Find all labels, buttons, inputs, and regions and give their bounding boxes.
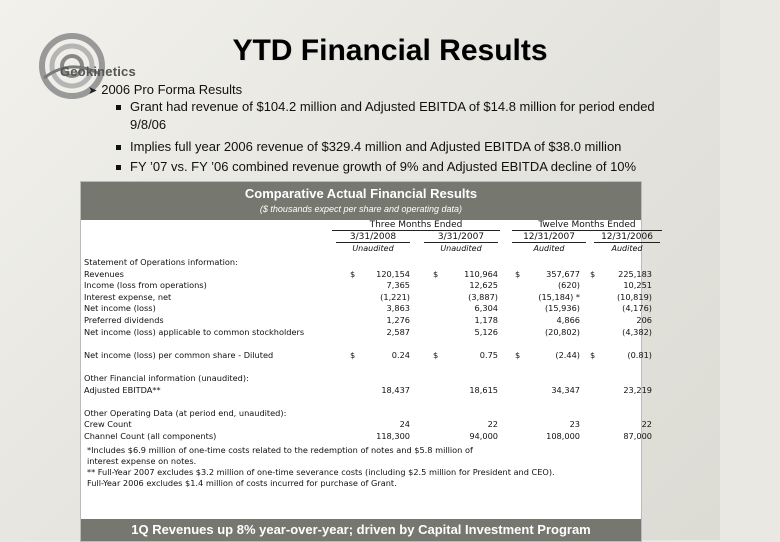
- cell-value: (20,802): [544, 326, 580, 337]
- sub-bullet-text: Grant had revenue of $104.2 million and Adjusted EBITDA of $14.8 million for period ended 9/8/06: [130, 99, 655, 132]
- cell-value: 94,000: [469, 430, 498, 441]
- date-headers: [84, 231, 653, 243]
- group-three-months: Three Months Ended: [332, 220, 500, 231]
- dollar-sign: $: [350, 268, 356, 279]
- cell-value: 22: [487, 419, 498, 430]
- table-row: [84, 430, 652, 443]
- cell-value: 120,154: [376, 268, 410, 279]
- row-label: Income (loss from operations): [84, 280, 207, 291]
- main-bullet: [88, 82, 242, 97]
- panel-title: Comparative Actual Financial Results: [244, 186, 478, 201]
- cell-value: 4,866: [556, 314, 580, 325]
- row-label: Preferred dividends: [84, 314, 164, 325]
- section-label: Other Operating Data (at period end, unaudited):: [84, 407, 287, 418]
- audit-status-row: [84, 243, 643, 257]
- cell-value: 3,863: [386, 303, 410, 314]
- sub-bullet-2: [130, 138, 690, 156]
- summary-banner: 1Q Revenues up 8% year-over-year; driven by Capital Investment Program: [81, 519, 641, 541]
- panel-header: [81, 182, 641, 220]
- cell-value: 108,000: [546, 430, 580, 441]
- cell-value: 22: [641, 419, 652, 430]
- period-group-headers: [84, 220, 636, 231]
- sub-bullet-text: FY ’07 vs. FY ’06 combined revenue growth of 9% and Adjusted EBITDA decline of 10%: [130, 159, 637, 174]
- dollar-sign: $: [590, 349, 596, 360]
- square-bullet-icon: [116, 145, 121, 150]
- cell-value: (10,819): [616, 291, 652, 302]
- column-header: 12/31/2007: [512, 232, 586, 243]
- main-bullet-text: 2006 Pro Forma Results: [101, 82, 243, 97]
- column-header: 3/31/2007: [424, 232, 498, 243]
- audit-status: Audited: [533, 244, 565, 253]
- section-heading: [84, 408, 633, 420]
- dollar-sign: $: [350, 349, 356, 360]
- cell-value: (4,382): [622, 326, 652, 337]
- cell-value: 6,304: [474, 303, 498, 314]
- column-header: 12/31/2006: [594, 232, 660, 243]
- cell-value: 1,178: [474, 314, 498, 325]
- cell-value: 23,219: [623, 384, 652, 395]
- operating-rows: [84, 419, 652, 442]
- footnotes: [84, 443, 633, 490]
- panel-subtitle: ($ thousands expect per share and operating data): [259, 204, 463, 214]
- cell-value: 5,126: [474, 326, 498, 337]
- cell-value: 1,276: [386, 314, 410, 325]
- sub-bullet-1: [130, 98, 690, 134]
- sub-bullet-text: Implies full year 2006 revenue of $329.4 million and Adjusted EBITDA of $38.0 million: [130, 139, 622, 154]
- cell-value: (4,176): [622, 303, 652, 314]
- slide-title: YTD Financial Results: [232, 34, 548, 67]
- section-label: Statement of Operations information:: [84, 257, 238, 267]
- row-label: Net income (loss) applicable to common stockholders: [84, 326, 305, 337]
- cell-value: (15,184) *: [538, 291, 580, 302]
- group-twelve-months: Twelve Months Ended: [512, 220, 662, 231]
- cell-value: 23: [569, 419, 580, 430]
- cell-value: 7,365: [386, 280, 410, 291]
- cell-value: (0.81): [627, 349, 652, 360]
- audit-status: Unaudited: [352, 244, 394, 253]
- square-bullet-icon: [116, 105, 121, 110]
- cell-value: (3,887): [468, 291, 498, 302]
- dollar-sign: $: [590, 268, 596, 279]
- audit-status: Unaudited: [440, 244, 482, 253]
- cell-value: 225,183: [618, 268, 652, 279]
- company-logo-text: Geokinetics: [60, 64, 136, 79]
- footnote-line: ** Full-Year 2007 excludes $3.2 million of one-time severance costs (including $2.5 million for President and CEO).: [87, 466, 555, 477]
- table-row: [84, 349, 652, 362]
- row-label: Crew Count: [84, 419, 132, 430]
- cell-value: 24: [399, 419, 410, 430]
- arrow-bullet-icon: ➤: [88, 85, 98, 97]
- cell-value: 18,615: [469, 384, 498, 395]
- row-label: Adjusted EBITDA**: [84, 384, 161, 395]
- audit-status: Audited: [611, 244, 643, 253]
- cell-value: 118,300: [376, 430, 410, 441]
- square-bullet-icon: [116, 165, 121, 170]
- table-row: [84, 303, 652, 315]
- row-label: Revenues: [84, 268, 124, 279]
- row-label: Channel Count (all components): [84, 430, 217, 441]
- cell-value: 87,000: [623, 430, 652, 441]
- table-row: [84, 384, 652, 397]
- cell-value: (2.44): [555, 349, 580, 360]
- row-label: Net income (loss) per common share - Diluted: [84, 349, 274, 360]
- cell-value: (1,221): [380, 291, 410, 302]
- table-row: [84, 326, 652, 339]
- table-row: [84, 314, 652, 327]
- dollar-sign: $: [515, 268, 521, 279]
- cell-value: 34,347: [551, 384, 580, 395]
- table-row: [84, 268, 652, 281]
- cell-value: 0.24: [391, 349, 410, 360]
- cell-value: 206: [636, 314, 652, 325]
- table-row: [84, 280, 652, 292]
- cell-value: 10,251: [623, 280, 652, 291]
- sub-bullet-3: [130, 158, 690, 176]
- column-header: 3/31/2008: [336, 232, 410, 243]
- row-label: Interest expense, net: [84, 291, 172, 302]
- dollar-sign: $: [433, 268, 439, 279]
- financial-table: [81, 220, 653, 489]
- cell-value: 2,587: [386, 326, 410, 337]
- table-row: [84, 291, 652, 304]
- cell-value: (15,936): [544, 303, 580, 314]
- section-heading: [84, 257, 633, 269]
- footnote-line: interest expense on notes.: [87, 455, 197, 466]
- financial-results-panel: [80, 181, 653, 542]
- table-row: [84, 419, 652, 431]
- footnote-line: *Includes $6.9 million of one-time costs related to the redemption of notes and $5.8 million of: [87, 444, 473, 455]
- cell-value: 18,437: [381, 384, 410, 395]
- row-label: Net income (loss): [84, 303, 156, 314]
- footnote-line: Full-Year 2006 excludes $1.4 million of costs incurred for purchase of Grant.: [87, 478, 397, 489]
- cell-value: 357,677: [546, 268, 580, 279]
- dollar-sign: $: [515, 349, 521, 360]
- cell-value: (620): [557, 280, 580, 291]
- cell-value: 12,625: [469, 280, 498, 291]
- cell-value: 110,964: [464, 268, 498, 279]
- section-heading: [84, 373, 633, 385]
- operations-rows: [84, 268, 652, 339]
- section-label: Other Financial information (unaudited):: [84, 372, 249, 383]
- cell-value: 0.75: [479, 349, 498, 360]
- dollar-sign: $: [433, 349, 439, 360]
